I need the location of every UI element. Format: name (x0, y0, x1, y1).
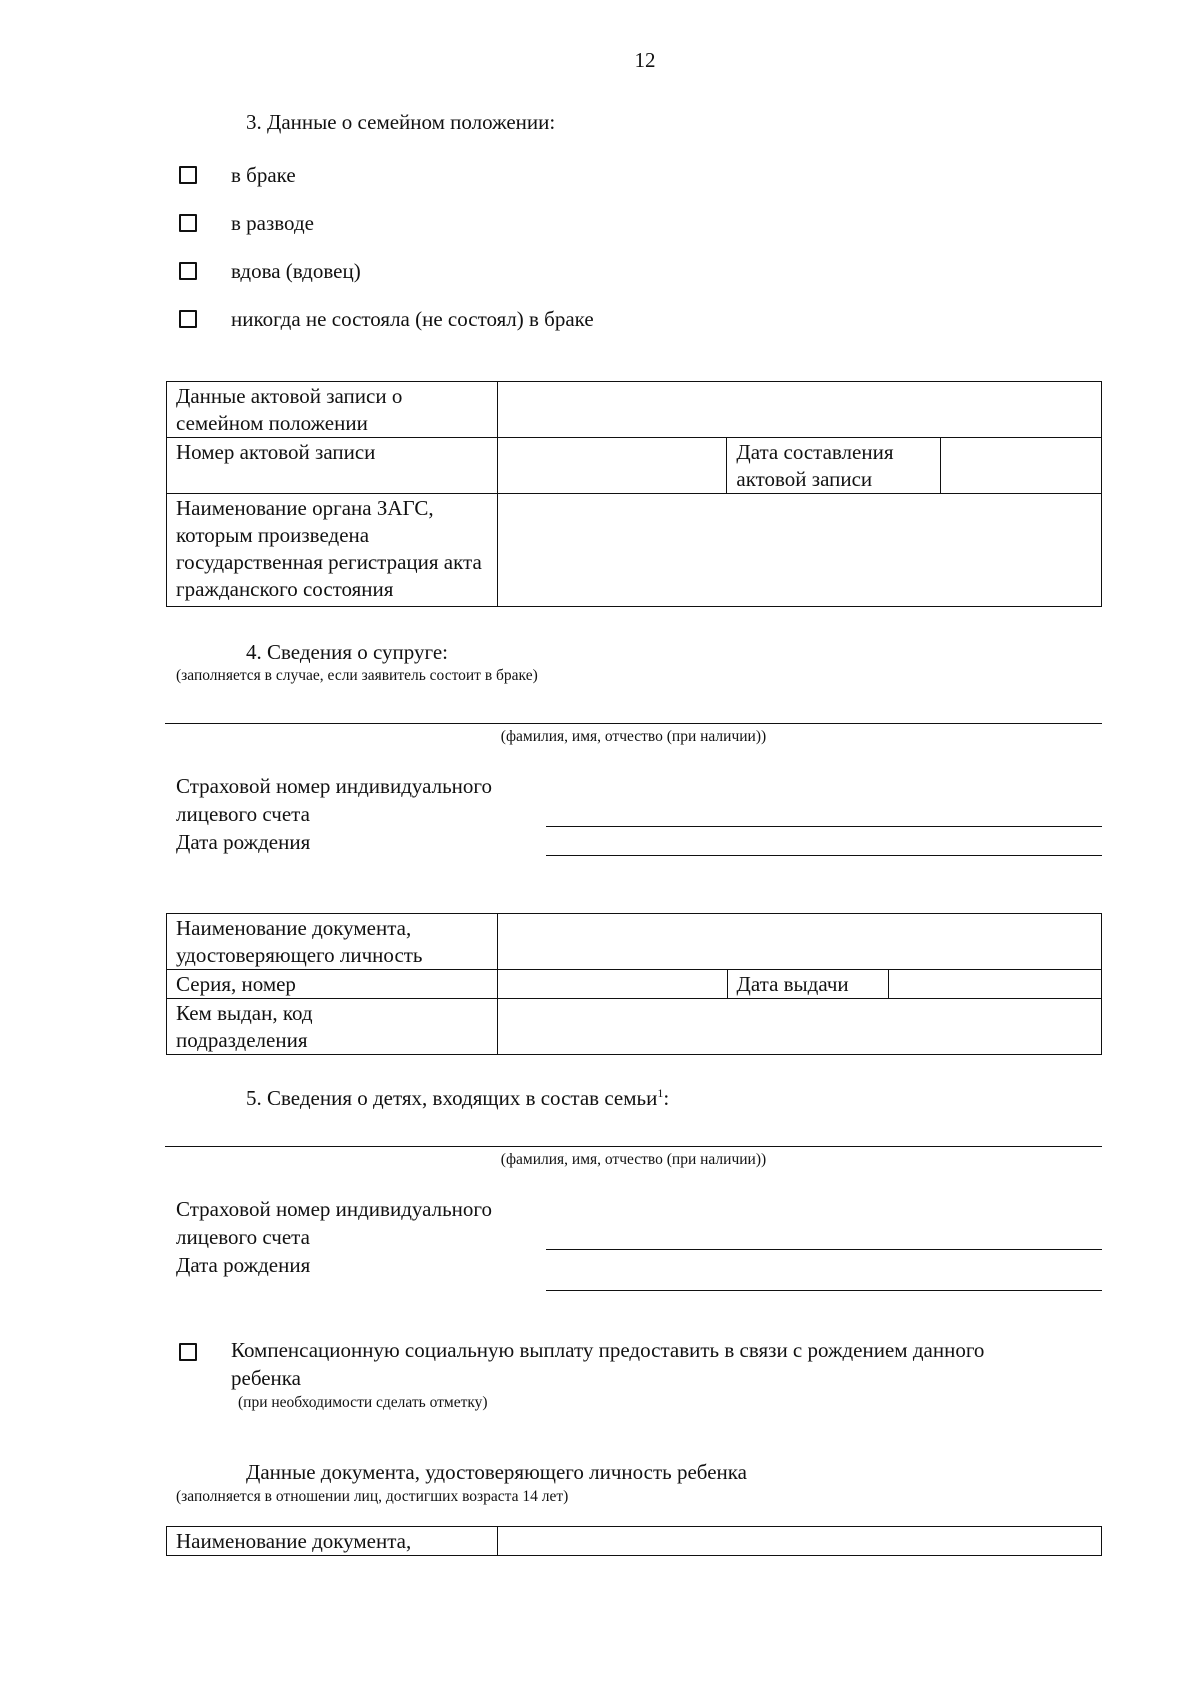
spouse-birthdate-line[interactable] (546, 855, 1102, 856)
registry-office-value[interactable] (497, 494, 1101, 607)
spouse-fio-caption: (фамилия, имя, отчество (при наличии)) (500, 728, 767, 745)
compensation-note: (при необходимости сделать отметку) (238, 1394, 488, 1411)
option-widowed-label: вдова (вдовец) (231, 259, 361, 283)
option-divorced-label: в разводе (231, 211, 314, 235)
checkbox-married[interactable] (179, 166, 197, 184)
section5-heading (246, 1084, 669, 1112)
spouse-doc-name-label: Наименование документа, удостоверяющего личность (167, 914, 498, 970)
checkbox-widowed[interactable] (179, 262, 197, 280)
spouse-document-table (166, 913, 1102, 1055)
marital-record-label: Данные актовой записи о семейном положении (167, 382, 498, 438)
child-snils-line[interactable] (546, 1249, 1102, 1250)
registry-office-label: Наименование органа ЗАГС, которым произведена государственная регистрация акта гражданского состояния (167, 494, 498, 607)
checkbox-never-married[interactable] (179, 310, 197, 328)
footnote-mark: 1 (657, 1086, 664, 1100)
section4-heading: 4. Сведения о супруге: (246, 640, 448, 664)
child-doc-name-value[interactable] (497, 1527, 1101, 1556)
record-date-label: Дата составления актовой записи (727, 438, 941, 494)
spouse-doc-name-value[interactable] (497, 914, 1101, 970)
option-never-married-label: никогда не состояла (не состоял) в браке (231, 307, 594, 331)
child-birthdate-line[interactable] (546, 1290, 1102, 1291)
child-birthdate-label: Дата рождения (176, 1253, 311, 1277)
section5-heading-text: 5. Сведения о детях, входящих в состав семьи (246, 1086, 658, 1110)
child-snils-label: Страховой номер индивидуального лицевого счета (176, 1197, 492, 1249)
spouse-doc-series-value[interactable] (497, 970, 727, 999)
spouse-doc-series-label: Серия, номер (167, 970, 498, 999)
option-married-label: в браке (231, 163, 296, 187)
spouse-snils-line[interactable] (546, 826, 1102, 827)
record-date-value[interactable] (941, 438, 1102, 494)
spouse-birthdate-label: Дата рождения (176, 830, 311, 854)
child-document-table (166, 1526, 1102, 1556)
marital-record-table (166, 381, 1102, 607)
section5-heading-colon: : (663, 1086, 670, 1110)
child-doc-heading: Данные документа, удостоверяющего личность ребенка (246, 1460, 747, 1484)
spouse-doc-issue-date-label: Дата выдачи (727, 970, 889, 999)
record-number-value[interactable] (497, 438, 726, 494)
page-number: 12 (634, 48, 656, 72)
section3-heading: 3. Данные о семейном положении: (246, 110, 556, 134)
spouse-snils-label: Страховой номер индивидуального лицевого счета (176, 774, 492, 826)
checkbox-divorced[interactable] (179, 214, 197, 232)
checkbox-compensation[interactable] (179, 1343, 197, 1361)
spouse-doc-issue-date-value[interactable] (889, 970, 1102, 999)
child-doc-note: (заполняется в отношении лиц, достигших возраста 14 лет) (176, 1488, 569, 1505)
child-doc-name-label: Наименование документа, (167, 1527, 498, 1556)
spouse-doc-issuer-label: Кем выдан, код подразделения (167, 999, 498, 1055)
record-number-label: Номер актовой записи (167, 438, 498, 494)
spouse-doc-issuer-value[interactable] (497, 999, 1101, 1055)
child-fio-caption: (фамилия, имя, отчество (при наличии)) (500, 1151, 767, 1168)
child-fio-line[interactable] (165, 1146, 1102, 1147)
compensation-text: Компенсационную социальную выплату предоставить в связи с рождением данного ребенка (231, 1338, 985, 1390)
section4-note: (заполняется в случае, если заявитель состоит в браке) (176, 667, 538, 684)
marital-record-value[interactable] (497, 382, 1101, 438)
spouse-fio-line[interactable] (165, 723, 1102, 724)
